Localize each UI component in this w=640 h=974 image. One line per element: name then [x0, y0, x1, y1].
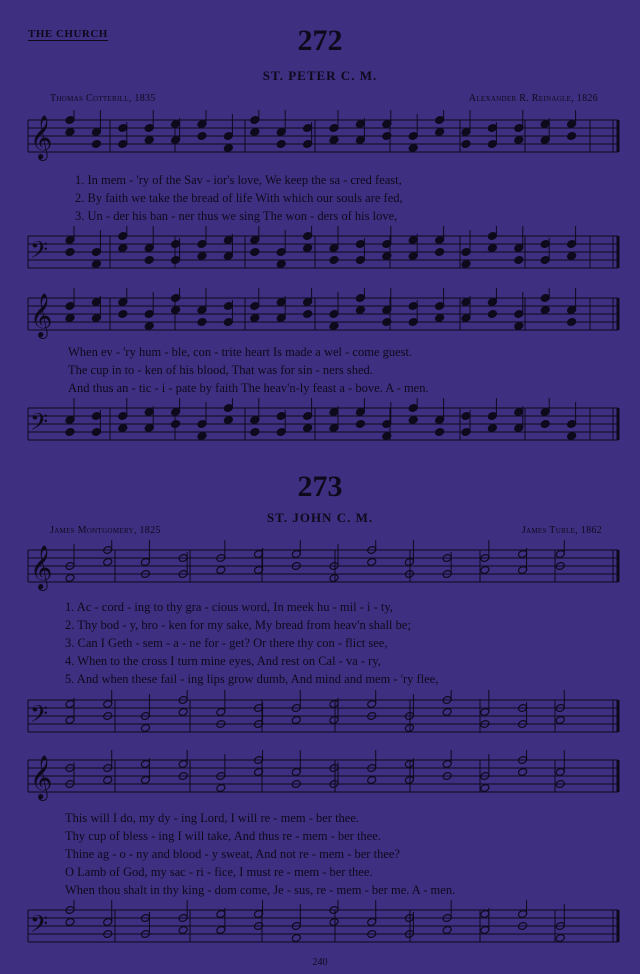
note-head — [197, 318, 207, 327]
note-head — [103, 558, 113, 567]
note-head — [540, 420, 550, 429]
note-head — [197, 432, 207, 441]
note-head — [435, 128, 445, 137]
staff-treble-272-1 — [0, 110, 640, 180]
note-head — [223, 144, 233, 153]
note-head — [118, 424, 128, 433]
note-head — [555, 716, 565, 725]
note-head — [355, 306, 365, 315]
note-head — [178, 708, 188, 717]
note-head — [197, 252, 207, 261]
music-credit-273: James Turle, 1862 — [521, 525, 602, 536]
music-credit-272: Alexander R. Reinagle, 1826 — [468, 93, 598, 104]
staff-treble-273-1 — [0, 540, 640, 600]
lyric-line: When thou shalt in thy king - dom come, Je - sus, re - mem - ber me. A - men. — [65, 883, 456, 897]
bass-clef-icon: 𝄢 — [30, 910, 49, 943]
note-head — [276, 140, 286, 149]
note-head — [367, 558, 377, 567]
note-head — [216, 566, 226, 575]
note-head — [178, 926, 188, 935]
bass-clef-icon: 𝄢 — [30, 700, 49, 733]
note-head — [567, 318, 577, 327]
bass-clef-icon: 𝄢 — [30, 408, 49, 441]
note-head — [461, 260, 471, 269]
note-head — [303, 244, 313, 253]
note-head — [144, 256, 154, 265]
lyric-line: 3. Can I Geth - sem - a - ne for - get? Or there thy con - flict see, — [65, 636, 388, 650]
note-head — [408, 144, 418, 153]
note-head — [65, 918, 75, 927]
page-number: 240 — [312, 957, 328, 968]
staff-treble-273-2 — [0, 750, 640, 810]
lyric-line: 4. When to the cross I turn mine eyes, And rest on Cal - va - ry, — [65, 654, 381, 668]
note-head — [91, 260, 101, 269]
note-head — [171, 306, 181, 315]
note-head — [103, 776, 113, 785]
note-head — [91, 140, 101, 149]
lyric-line: Thy cup of bless - ing I will take, And thus re - mem - ber thee. — [65, 829, 381, 843]
staff-treble-272-2 — [0, 288, 640, 348]
note-head — [435, 314, 445, 323]
lyric-line: The cup in to - ken of his blood, That was for sin - ners shed. — [68, 363, 373, 377]
bass-clef-icon: 𝄢 — [30, 236, 49, 269]
lyric-line: 3. Un - der his ban - ner thus we sing The won - ders of his love, — [75, 209, 398, 223]
section-label: THE CHURCH — [28, 28, 108, 40]
treble-clef-icon: 𝄞 — [30, 755, 53, 799]
words-credit-273: James Montgomery, 1825 — [50, 525, 161, 536]
note-head — [367, 776, 377, 785]
note-head — [435, 248, 445, 257]
note-head — [487, 424, 497, 433]
note-head — [567, 132, 577, 141]
staff-bass-273-2 — [0, 900, 640, 960]
note-head — [65, 248, 75, 257]
note-head — [567, 252, 577, 261]
note-head — [435, 428, 445, 437]
note-head — [118, 310, 128, 319]
note-head — [303, 310, 313, 319]
lyric-line: O Lamb of God, my sac - ri - fice, I must re - mem - ber thee. — [65, 865, 373, 879]
hymn-number-273: 273 — [297, 470, 343, 503]
note-head — [329, 136, 339, 145]
note-head — [291, 934, 301, 943]
tune-name-272: ST. PETER C. M. — [262, 68, 378, 83]
note-head — [555, 934, 565, 943]
lyric-line: 1. Ac - cord - ing to thy gra - cious word, In meek hu - mil - i - ty, — [65, 600, 393, 614]
note-head — [329, 256, 339, 265]
lyric-line: And thus an - tic - i - pate by faith The heav'n-ly feast a - bove. A - men. — [68, 381, 429, 395]
note-head — [442, 926, 452, 935]
note-head — [442, 708, 452, 717]
note-head — [329, 322, 339, 331]
note-head — [514, 322, 524, 331]
staff-bass-272-2 — [0, 398, 640, 458]
treble-clef-icon: 𝄞 — [30, 115, 53, 159]
note-head — [518, 768, 528, 777]
note-head — [480, 566, 490, 575]
note-head — [223, 416, 233, 425]
note-head — [329, 574, 339, 583]
note-head — [276, 260, 286, 269]
treble-clef-icon: 𝄞 — [30, 545, 53, 589]
note-head — [514, 256, 524, 265]
note-head — [144, 322, 154, 331]
lyric-line: Thine ag - o - ny and blood - y sweat, And not re - mem - ber thee? — [65, 847, 400, 861]
hymn-number-272: 272 — [297, 24, 343, 57]
note-head — [329, 918, 339, 927]
lyric-line: 2. Thy bod - y, bro - ken for my sake, My bread from heav'n shall be; — [65, 618, 411, 632]
staff-bass-272-1 — [0, 226, 640, 286]
note-head — [540, 306, 550, 315]
note-head — [118, 244, 128, 253]
treble-clef-icon: 𝄞 — [30, 293, 53, 337]
note-head — [303, 424, 313, 433]
lyric-line: This will I do, my dy - ing Lord, I will re - mem - ber thee. — [65, 811, 360, 825]
note-head — [250, 314, 260, 323]
note-head — [65, 314, 75, 323]
lyric-line: 5. And when these fail - ing lips grow dumb, And mind and mem - 'ry flee, — [65, 672, 439, 686]
note-head — [408, 416, 418, 425]
note-head — [355, 420, 365, 429]
note-head — [487, 244, 497, 253]
lyric-line: 2. By faith we take the bread of life With which our souls are fed, — [75, 191, 403, 205]
note-head — [216, 784, 226, 793]
note-head — [567, 432, 577, 441]
note-head — [65, 128, 75, 137]
words-credit-272: Thomas Cotterill, 1835 — [50, 93, 156, 104]
note-head — [140, 724, 150, 733]
lyric-line: When ev - 'ry hum - ble, con - trite heart Is made a wel - come guest. — [68, 345, 413, 359]
note-head — [171, 420, 181, 429]
note-head — [480, 784, 490, 793]
note-head — [250, 428, 260, 437]
note-head — [250, 248, 260, 257]
lyric-line: 1. In mem - 'ry of the Sav - ior's love, We keep the sa - cred feast, — [75, 173, 402, 187]
note-head — [514, 136, 524, 145]
note-head — [250, 128, 260, 137]
note-head — [65, 574, 75, 583]
note-head — [197, 132, 207, 141]
staff-bass-273-1 — [0, 690, 640, 750]
note-head — [65, 428, 75, 437]
tune-name-273: ST. JOHN C. M. — [266, 510, 374, 525]
note-head — [144, 136, 154, 145]
note-head — [487, 310, 497, 319]
note-head — [461, 140, 471, 149]
note-head — [291, 716, 301, 725]
note-head — [404, 724, 414, 733]
